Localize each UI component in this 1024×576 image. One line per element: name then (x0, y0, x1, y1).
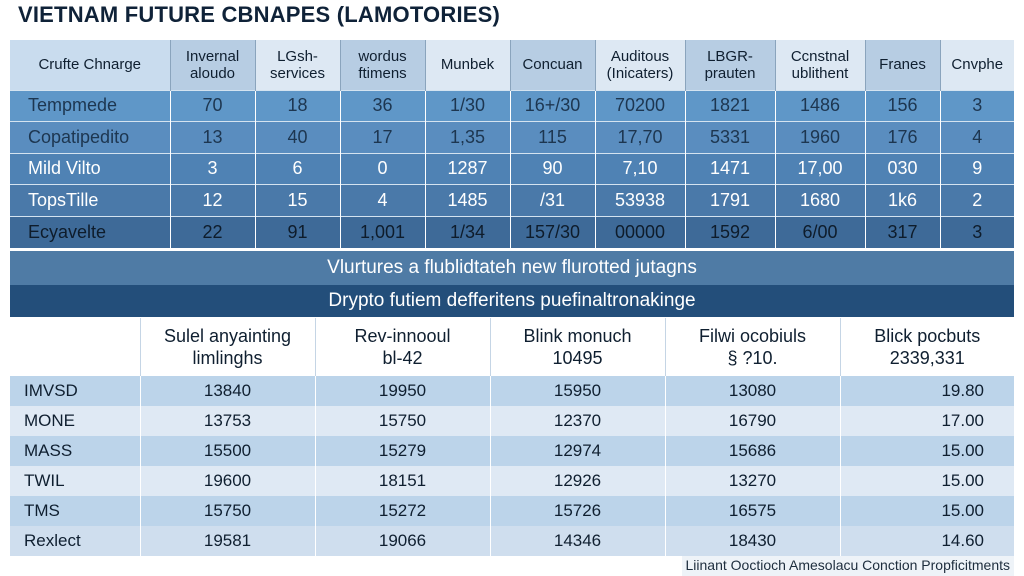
summary-cell: 14346 (490, 526, 665, 556)
page-title: VIETNAM FUTURE CBNAPES (LAMOTORIES) (18, 2, 501, 27)
summary-table-row[interactable] (10, 376, 1014, 406)
futures-row-label: Ecyavelte (10, 216, 170, 248)
summary-column-header[interactable]: Sulel anyainting limlinghs (140, 318, 315, 376)
futures-row-label: TopsTille (10, 185, 170, 217)
futures-cell: 17,70 (595, 122, 685, 154)
footer-caption: Liinant Ooctioch Amesolacu Conction Propficitments (682, 556, 1015, 576)
summary-cell: 15.00 (840, 436, 1014, 466)
futures-cell: 115 (510, 122, 595, 154)
summary-row-label: MONE (10, 406, 140, 436)
futures-cell: 17 (340, 122, 425, 154)
futures-cell: 1/34 (425, 216, 510, 248)
futures-cell: 1,35 (425, 122, 510, 154)
futures-cell: 1/30 (425, 90, 510, 122)
futures-cell: 9 (940, 153, 1014, 185)
summary-row-label: IMVSD (10, 376, 140, 406)
summary-column-header[interactable]: Blick pocbuts 2339,331 (840, 318, 1014, 376)
futures-cell: 4 (340, 185, 425, 217)
futures-cell: 36 (340, 90, 425, 122)
futures-cell: 1287 (425, 153, 510, 185)
futures-cell: 157/30 (510, 216, 595, 248)
futures-cell: 156 (865, 90, 940, 122)
summary-row-label: Rexlect (10, 526, 140, 556)
futures-cell: 40 (255, 122, 340, 154)
summary-row-label: TWIL (10, 466, 140, 496)
futures-cell: 90 (510, 153, 595, 185)
futures-cell: 70200 (595, 90, 685, 122)
futures-cell: 1471 (685, 153, 775, 185)
summary-cell: 12370 (490, 406, 665, 436)
summary-cell: 15279 (315, 436, 490, 466)
summary-column-header[interactable]: Filwi ocobiuls § ?10. (665, 318, 840, 376)
summary-cell: 15750 (315, 406, 490, 436)
summary-cell: 16575 (665, 496, 840, 526)
futures-cell: 1821 (685, 90, 775, 122)
futures-cell: 1791 (685, 185, 775, 217)
futures-cell: 1960 (775, 122, 865, 154)
summary-cell: 19066 (315, 526, 490, 556)
summary-cell: 19950 (315, 376, 490, 406)
summary-cell: 15750 (140, 496, 315, 526)
futures-cell: 22 (170, 216, 255, 248)
summary-cell: 12974 (490, 436, 665, 466)
summary-cell: 19.80 (840, 376, 1014, 406)
futures-cell: /31 (510, 185, 595, 217)
summary-column-header[interactable]: Blink monuch 10495 (490, 318, 665, 376)
futures-column-header[interactable]: Cnvphe (940, 40, 1014, 90)
summary-cell: 17.00 (840, 406, 1014, 436)
futures-table-row[interactable] (10, 185, 1014, 217)
futures-cell: 15 (255, 185, 340, 217)
futures-column-header[interactable]: Crufte Chnarge (10, 40, 170, 90)
summary-cell: 15272 (315, 496, 490, 526)
banner-secondary: Drypto futiem defferitens puefinaltronakinge (10, 285, 1014, 317)
futures-column-header[interactable]: Franes (865, 40, 940, 90)
futures-cell: 13 (170, 122, 255, 154)
summary-table-row[interactable] (10, 466, 1014, 496)
summary-cell: 15500 (140, 436, 315, 466)
summary-table-row[interactable] (10, 496, 1014, 526)
futures-cell: 3 (170, 153, 255, 185)
futures-cell: 176 (865, 122, 940, 154)
futures-cell: 1486 (775, 90, 865, 122)
futures-cell: 3 (940, 216, 1014, 248)
futures-column-header[interactable]: Munbek (425, 40, 510, 90)
futures-cell: 1680 (775, 185, 865, 217)
summary-cell: 15.00 (840, 496, 1014, 526)
futures-column-header[interactable]: Concuan (510, 40, 595, 90)
futures-cell: 1k6 (865, 185, 940, 217)
futures-cell: 030 (865, 153, 940, 185)
futures-cell: 1592 (685, 216, 775, 248)
summary-cell: 18151 (315, 466, 490, 496)
futures-cell: 5331 (685, 122, 775, 154)
futures-cell: 2 (940, 185, 1014, 217)
summary-cell: 16790 (665, 406, 840, 436)
summary-row-label: MASS (10, 436, 140, 466)
futures-cell: 6/00 (775, 216, 865, 248)
futures-table-row[interactable] (10, 90, 1014, 122)
futures-table-row[interactable] (10, 216, 1014, 248)
summary-cell: 12926 (490, 466, 665, 496)
summary-column-header[interactable]: Rev-innooul bl-42 (315, 318, 490, 376)
summary-table-row[interactable] (10, 406, 1014, 436)
futures-table-row[interactable] (10, 122, 1014, 154)
futures-column-header[interactable]: Invernal aloudo (170, 40, 255, 90)
summary-cell: 14.60 (840, 526, 1014, 556)
summary-row-label: TMS (10, 496, 140, 526)
futures-cell: 17,00 (775, 153, 865, 185)
summary-cell: 13840 (140, 376, 315, 406)
summary-cell: 15686 (665, 436, 840, 466)
summary-cell: 19600 (140, 466, 315, 496)
futures-cell: 12 (170, 185, 255, 217)
summary-cell: 13080 (665, 376, 840, 406)
futures-table-row[interactable] (10, 153, 1014, 185)
summary-table-row[interactable] (10, 526, 1014, 556)
futures-cell: 0 (340, 153, 425, 185)
futures-cell: 16+/30 (510, 90, 595, 122)
futures-cell: 00000 (595, 216, 685, 248)
summary-cell: 13753 (140, 406, 315, 436)
futures-cell: 18 (255, 90, 340, 122)
futures-cell: 4 (940, 122, 1014, 154)
summary-cell: 15950 (490, 376, 665, 406)
summary-table-header (10, 318, 1014, 376)
summary-column-header[interactable] (10, 318, 140, 376)
futures-row-label: Mild Vilto (10, 153, 170, 185)
futures-column-header[interactable]: Auditous (Inicaters) (595, 40, 685, 90)
futures-cell: 7,10 (595, 153, 685, 185)
futures-column-header[interactable]: LGsh- services (255, 40, 340, 90)
summary-cell: 19581 (140, 526, 315, 556)
futures-cell: 3 (940, 90, 1014, 122)
futures-cell: 53938 (595, 185, 685, 217)
banner-primary: Vlurtures a flublidtateh new flurotted jutagns (10, 251, 1014, 285)
summary-cell: 18430 (665, 526, 840, 556)
futures-column-header[interactable]: Ccnstnal ublithent (775, 40, 865, 90)
futures-row-label: Copatipedito (10, 122, 170, 154)
futures-cell: 91 (255, 216, 340, 248)
futures-cell: 70 (170, 90, 255, 122)
summary-table-row[interactable] (10, 436, 1014, 466)
futures-cell: 6 (255, 153, 340, 185)
futures-row-label: Tempmede (10, 90, 170, 122)
futures-column-header[interactable]: wordus ftimens (340, 40, 425, 90)
summary-cell: 13270 (665, 466, 840, 496)
summary-table (10, 318, 1014, 556)
futures-column-header[interactable]: LBGR- prauten (685, 40, 775, 90)
futures-cell: 1,001 (340, 216, 425, 248)
futures-table (10, 40, 1014, 248)
futures-table-header (10, 40, 1014, 90)
futures-cell: 1485 (425, 185, 510, 217)
summary-cell: 15.00 (840, 466, 1014, 496)
futures-cell: 317 (865, 216, 940, 248)
summary-cell: 15726 (490, 496, 665, 526)
